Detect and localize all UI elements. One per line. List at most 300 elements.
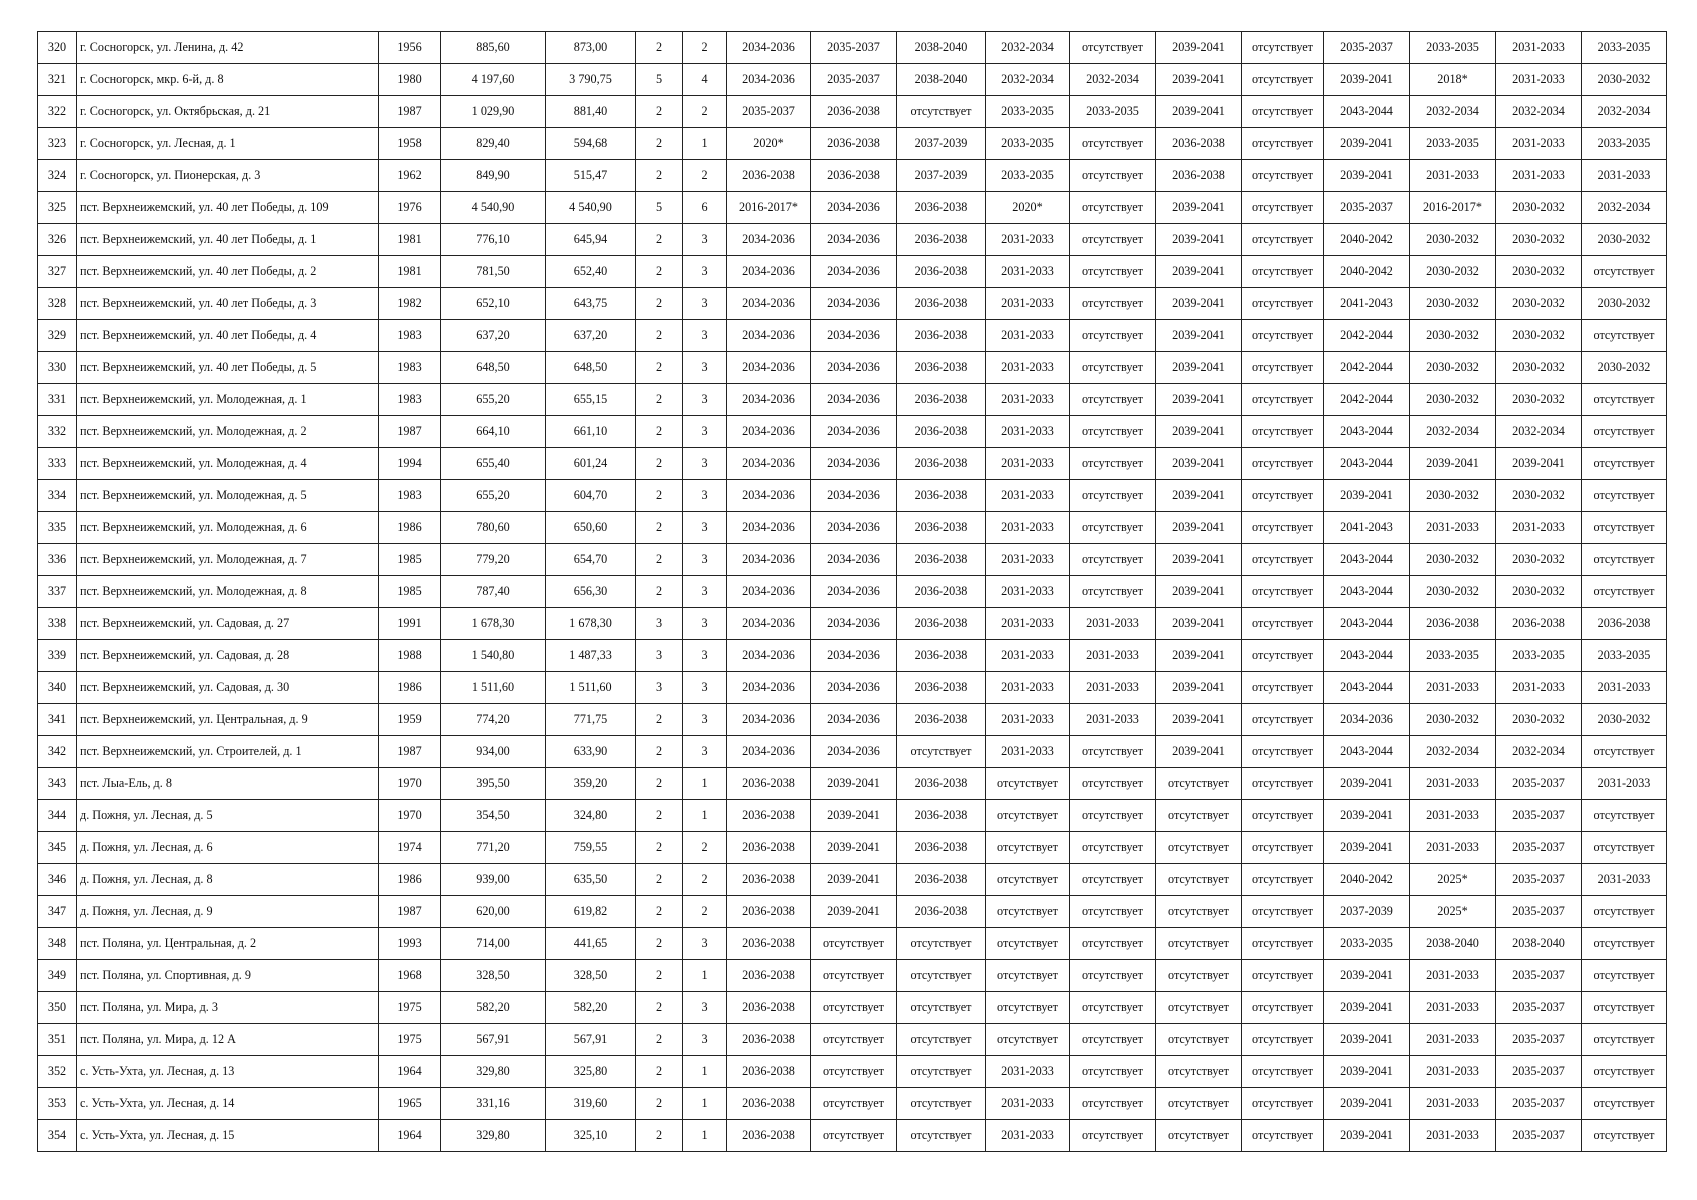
cell-floors: 2 [636, 736, 683, 768]
cell-row-number: 329 [38, 320, 77, 352]
cell-period-4: 2031-2033 [986, 1120, 1070, 1152]
cell-build-year: 1982 [379, 288, 441, 320]
cell-period-7: отсутствует [1242, 1120, 1324, 1152]
cell-period-11: 2033-2035 [1582, 128, 1667, 160]
cell-period-11: отсутствует [1582, 800, 1667, 832]
cell-build-year: 1983 [379, 352, 441, 384]
table-row [38, 1088, 1667, 1120]
cell-living-area: 881,40 [546, 96, 636, 128]
cell-period-8: 2039-2041 [1324, 800, 1410, 832]
cell-period-5: отсутствует [1070, 832, 1156, 864]
table-row [38, 480, 1667, 512]
cell-period-10: 2030-2032 [1496, 384, 1582, 416]
cell-build-year: 1985 [379, 576, 441, 608]
cell-period-9: 2030-2032 [1410, 704, 1496, 736]
cell-build-year: 1987 [379, 896, 441, 928]
cell-period-10: 2033-2035 [1496, 640, 1582, 672]
cell-period-7: отсутствует [1242, 1088, 1324, 1120]
cell-floors: 2 [636, 384, 683, 416]
table-row [38, 896, 1667, 928]
cell-living-area: 635,50 [546, 864, 636, 896]
cell-period-9: 2036-2038 [1410, 608, 1496, 640]
cell-address: г. Сосногорск, ул. Октябрьская, д. 21 [77, 96, 379, 128]
cell-period-7: отсутствует [1242, 704, 1324, 736]
cell-period-1: 2034-2036 [727, 416, 811, 448]
cell-address: пст. Поляна, ул. Спортивная, д. 9 [77, 960, 379, 992]
cell-period-5: отсутствует [1070, 800, 1156, 832]
cell-period-3: 2036-2038 [897, 320, 986, 352]
cell-period-8: 2043-2044 [1324, 736, 1410, 768]
cell-period-8: 2039-2041 [1324, 1056, 1410, 1088]
cell-period-7: отсутствует [1242, 416, 1324, 448]
cell-period-9: 2030-2032 [1410, 288, 1496, 320]
cell-period-11: отсутствует [1582, 384, 1667, 416]
cell-period-1: 2034-2036 [727, 640, 811, 672]
table-row [38, 704, 1667, 736]
cell-period-5: отсутствует [1070, 768, 1156, 800]
cell-period-9: 2031-2033 [1410, 800, 1496, 832]
cell-entrances: 2 [683, 896, 727, 928]
cell-total-area: 655,20 [441, 480, 546, 512]
cell-period-2: 2034-2036 [811, 448, 897, 480]
cell-period-1: 2016-2017* [727, 192, 811, 224]
cell-period-6: отсутствует [1156, 832, 1242, 864]
cell-period-4: отсутствует [986, 960, 1070, 992]
cell-row-number: 326 [38, 224, 77, 256]
cell-period-6: 2036-2038 [1156, 160, 1242, 192]
cell-build-year: 1986 [379, 672, 441, 704]
cell-period-2: 2036-2038 [811, 96, 897, 128]
cell-floors: 2 [636, 576, 683, 608]
cell-period-5: 2031-2033 [1070, 704, 1156, 736]
cell-build-year: 1981 [379, 256, 441, 288]
cell-period-11: 2030-2032 [1582, 704, 1667, 736]
cell-living-area: 661,10 [546, 416, 636, 448]
cell-entrances: 2 [683, 160, 727, 192]
cell-floors: 2 [636, 352, 683, 384]
cell-period-3: 2036-2038 [897, 480, 986, 512]
cell-total-area: 1 540,80 [441, 640, 546, 672]
cell-period-10: 2032-2034 [1496, 736, 1582, 768]
cell-living-area: 325,10 [546, 1120, 636, 1152]
cell-period-10: 2035-2037 [1496, 896, 1582, 928]
cell-entrances: 3 [683, 416, 727, 448]
cell-period-4: отсутствует [986, 896, 1070, 928]
cell-living-area: 324,80 [546, 800, 636, 832]
cell-address: д. Пожня, ул. Лесная, д. 8 [77, 864, 379, 896]
cell-period-3: 2036-2038 [897, 864, 986, 896]
cell-period-8: 2039-2041 [1324, 1024, 1410, 1056]
cell-row-number: 348 [38, 928, 77, 960]
table-row [38, 832, 1667, 864]
cell-period-9: 2030-2032 [1410, 576, 1496, 608]
cell-floors: 2 [636, 1024, 683, 1056]
cell-total-area: 655,40 [441, 448, 546, 480]
cell-total-area: 329,80 [441, 1056, 546, 1088]
cell-period-8: 2035-2037 [1324, 192, 1410, 224]
cell-period-6: 2039-2041 [1156, 256, 1242, 288]
cell-period-8: 2033-2035 [1324, 928, 1410, 960]
cell-period-2: 2034-2036 [811, 736, 897, 768]
cell-build-year: 1964 [379, 1120, 441, 1152]
cell-period-1: 2036-2038 [727, 864, 811, 896]
cell-floors: 2 [636, 224, 683, 256]
cell-build-year: 1983 [379, 384, 441, 416]
cell-address: пст. Верхнеижемский, ул. Молодежная, д. 7 [77, 544, 379, 576]
cell-build-year: 1975 [379, 992, 441, 1024]
cell-period-2: 2034-2036 [811, 512, 897, 544]
cell-entrances: 3 [683, 736, 727, 768]
cell-period-2: 2034-2036 [811, 416, 897, 448]
table-row [38, 992, 1667, 1024]
cell-floors: 2 [636, 768, 683, 800]
cell-period-3: 2036-2038 [897, 448, 986, 480]
cell-period-7: отсутствует [1242, 832, 1324, 864]
cell-period-7: отсутствует [1242, 928, 1324, 960]
cell-floors: 2 [636, 320, 683, 352]
cell-build-year: 1988 [379, 640, 441, 672]
cell-period-7: отсутствует [1242, 64, 1324, 96]
cell-period-11: отсутствует [1582, 512, 1667, 544]
cell-entrances: 3 [683, 512, 727, 544]
cell-period-2: 2034-2036 [811, 576, 897, 608]
cell-entrances: 3 [683, 704, 727, 736]
cell-entrances: 3 [683, 1024, 727, 1056]
cell-period-4: 2031-2033 [986, 352, 1070, 384]
cell-period-7: отсутствует [1242, 544, 1324, 576]
cell-period-7: отсутствует [1242, 384, 1324, 416]
cell-living-area: 594,68 [546, 128, 636, 160]
cell-period-3: 2036-2038 [897, 704, 986, 736]
cell-period-10: 2030-2032 [1496, 480, 1582, 512]
cell-living-area: 648,50 [546, 352, 636, 384]
cell-period-10: 2035-2037 [1496, 1056, 1582, 1088]
cell-period-10: 2035-2037 [1496, 864, 1582, 896]
cell-living-area: 319,60 [546, 1088, 636, 1120]
cell-row-number: 346 [38, 864, 77, 896]
cell-build-year: 1981 [379, 224, 441, 256]
cell-period-3: 2038-2040 [897, 32, 986, 64]
cell-address: пст. Верхнеижемский, ул. 40 лет Победы, д. 109 [77, 192, 379, 224]
cell-build-year: 1983 [379, 320, 441, 352]
cell-period-4: 2033-2035 [986, 128, 1070, 160]
cell-period-3: 2036-2038 [897, 896, 986, 928]
cell-period-8: 2034-2036 [1324, 704, 1410, 736]
cell-period-9: 2030-2032 [1410, 320, 1496, 352]
cell-period-2: 2034-2036 [811, 192, 897, 224]
cell-floors: 2 [636, 992, 683, 1024]
cell-entrances: 1 [683, 1120, 727, 1152]
cell-period-8: 2035-2037 [1324, 32, 1410, 64]
cell-period-8: 2042-2044 [1324, 320, 1410, 352]
cell-row-number: 320 [38, 32, 77, 64]
cell-total-area: 582,20 [441, 992, 546, 1024]
cell-total-area: 620,00 [441, 896, 546, 928]
cell-period-8: 2040-2042 [1324, 256, 1410, 288]
cell-period-4: 2031-2033 [986, 224, 1070, 256]
cell-period-3: 2036-2038 [897, 800, 986, 832]
cell-period-4: 2031-2033 [986, 256, 1070, 288]
cell-period-6: отсутствует [1156, 1024, 1242, 1056]
cell-period-1: 2036-2038 [727, 1056, 811, 1088]
cell-period-6: 2039-2041 [1156, 32, 1242, 64]
cell-total-area: 664,10 [441, 416, 546, 448]
cell-address: пст. Верхнеижемский, ул. Молодежная, д. 6 [77, 512, 379, 544]
cell-period-1: 2034-2036 [727, 64, 811, 96]
cell-period-7: отсутствует [1242, 96, 1324, 128]
cell-total-area: 780,60 [441, 512, 546, 544]
cell-period-4: 2031-2033 [986, 544, 1070, 576]
cell-period-5: отсутствует [1070, 224, 1156, 256]
table-row [38, 576, 1667, 608]
cell-period-9: 2025* [1410, 896, 1496, 928]
cell-period-5: отсутствует [1070, 1056, 1156, 1088]
cell-period-8: 2043-2044 [1324, 416, 1410, 448]
cell-period-6: отсутствует [1156, 864, 1242, 896]
cell-row-number: 349 [38, 960, 77, 992]
cell-period-8: 2039-2041 [1324, 768, 1410, 800]
cell-total-area: 939,00 [441, 864, 546, 896]
cell-period-6: отсутствует [1156, 1120, 1242, 1152]
cell-period-9: 2016-2017* [1410, 192, 1496, 224]
cell-period-4: 2031-2033 [986, 480, 1070, 512]
cell-period-8: 2043-2044 [1324, 608, 1410, 640]
cell-row-number: 342 [38, 736, 77, 768]
cell-period-1: 2036-2038 [727, 960, 811, 992]
cell-period-5: отсутствует [1070, 192, 1156, 224]
cell-total-area: 331,16 [441, 1088, 546, 1120]
cell-living-area: 1 511,60 [546, 672, 636, 704]
cell-period-7: отсутствует [1242, 192, 1324, 224]
cell-period-10: 2031-2033 [1496, 64, 1582, 96]
cell-floors: 3 [636, 640, 683, 672]
cell-row-number: 324 [38, 160, 77, 192]
cell-row-number: 334 [38, 480, 77, 512]
cell-period-7: отсутствует [1242, 32, 1324, 64]
cell-living-area: 656,30 [546, 576, 636, 608]
cell-floors: 2 [636, 256, 683, 288]
cell-period-1: 2036-2038 [727, 800, 811, 832]
cell-build-year: 1970 [379, 800, 441, 832]
cell-total-area: 849,90 [441, 160, 546, 192]
cell-entrances: 1 [683, 768, 727, 800]
cell-period-2: отсутствует [811, 1056, 897, 1088]
cell-living-area: 4 540,90 [546, 192, 636, 224]
table-row [38, 192, 1667, 224]
cell-period-9: 2033-2035 [1410, 128, 1496, 160]
cell-address: пст. Верхнеижемский, ул. 40 лет Победы, д. 2 [77, 256, 379, 288]
cell-period-2: 2039-2041 [811, 896, 897, 928]
cell-period-2: 2034-2036 [811, 320, 897, 352]
cell-period-2: отсутствует [811, 928, 897, 960]
cell-period-4: 2031-2033 [986, 288, 1070, 320]
table-body [38, 32, 1667, 1152]
cell-period-5: отсутствует [1070, 128, 1156, 160]
cell-address: г. Сосногорск, ул. Пионерская, д. 3 [77, 160, 379, 192]
cell-address: пст. Верхнеижемский, ул. Строителей, д. 1 [77, 736, 379, 768]
cell-period-3: отсутствует [897, 1120, 986, 1152]
cell-build-year: 1959 [379, 704, 441, 736]
cell-period-11: 2033-2035 [1582, 32, 1667, 64]
cell-address: г. Сосногорск, мкр. 6-й, д. 8 [77, 64, 379, 96]
cell-address: с. Усть-Ухта, ул. Лесная, д. 14 [77, 1088, 379, 1120]
table-row [38, 1056, 1667, 1088]
cell-period-8: 2039-2041 [1324, 128, 1410, 160]
cell-period-6: отсутствует [1156, 1088, 1242, 1120]
cell-period-3: 2036-2038 [897, 192, 986, 224]
cell-period-9: 2033-2035 [1410, 640, 1496, 672]
cell-total-area: 652,10 [441, 288, 546, 320]
cell-period-9: 2030-2032 [1410, 384, 1496, 416]
cell-entrances: 3 [683, 576, 727, 608]
cell-floors: 2 [636, 160, 683, 192]
cell-period-2: 2035-2037 [811, 32, 897, 64]
cell-period-11: 2033-2035 [1582, 640, 1667, 672]
cell-period-8: 2043-2044 [1324, 96, 1410, 128]
cell-period-11: отсутствует [1582, 1088, 1667, 1120]
cell-period-11: 2031-2033 [1582, 160, 1667, 192]
cell-period-4: отсутствует [986, 768, 1070, 800]
cell-period-8: 2039-2041 [1324, 64, 1410, 96]
cell-period-8: 2040-2042 [1324, 864, 1410, 896]
cell-period-11: отсутствует [1582, 832, 1667, 864]
cell-period-3: 2036-2038 [897, 352, 986, 384]
cell-period-4: 2033-2035 [986, 160, 1070, 192]
cell-period-4: 2031-2033 [986, 576, 1070, 608]
cell-build-year: 1970 [379, 768, 441, 800]
cell-period-2: 2034-2036 [811, 256, 897, 288]
cell-period-4: 2031-2033 [986, 384, 1070, 416]
cell-floors: 2 [636, 1056, 683, 1088]
cell-build-year: 1987 [379, 416, 441, 448]
cell-entrances: 3 [683, 480, 727, 512]
cell-row-number: 337 [38, 576, 77, 608]
table-row [38, 608, 1667, 640]
cell-build-year: 1956 [379, 32, 441, 64]
cell-period-11: 2032-2034 [1582, 96, 1667, 128]
cell-period-4: 2031-2033 [986, 704, 1070, 736]
cell-period-10: 2030-2032 [1496, 704, 1582, 736]
cell-period-2: 2034-2036 [811, 352, 897, 384]
cell-period-7: отсутствует [1242, 224, 1324, 256]
table-row [38, 288, 1667, 320]
cell-entrances: 3 [683, 224, 727, 256]
cell-period-11: 2031-2033 [1582, 864, 1667, 896]
cell-period-9: 2031-2033 [1410, 1056, 1496, 1088]
cell-total-area: 4 197,60 [441, 64, 546, 96]
cell-period-10: 2035-2037 [1496, 1120, 1582, 1152]
cell-period-6: 2036-2038 [1156, 128, 1242, 160]
cell-period-3: отсутствует [897, 736, 986, 768]
cell-living-area: 759,55 [546, 832, 636, 864]
table-row [38, 416, 1667, 448]
cell-period-5: отсутствует [1070, 160, 1156, 192]
cell-period-6: 2039-2041 [1156, 352, 1242, 384]
cell-period-2: 2034-2036 [811, 384, 897, 416]
cell-period-9: 2025* [1410, 864, 1496, 896]
cell-period-6: 2039-2041 [1156, 96, 1242, 128]
cell-period-7: отсутствует [1242, 576, 1324, 608]
cell-period-8: 2039-2041 [1324, 1120, 1410, 1152]
cell-period-9: 2031-2033 [1410, 672, 1496, 704]
cell-total-area: 354,50 [441, 800, 546, 832]
cell-living-area: 604,70 [546, 480, 636, 512]
cell-period-5: отсутствует [1070, 576, 1156, 608]
cell-period-11: отсутствует [1582, 1120, 1667, 1152]
cell-floors: 2 [636, 544, 683, 576]
cell-period-3: 2036-2038 [897, 608, 986, 640]
cell-period-6: отсутствует [1156, 896, 1242, 928]
cell-build-year: 1993 [379, 928, 441, 960]
cell-entrances: 3 [683, 448, 727, 480]
cell-period-1: 2034-2036 [727, 32, 811, 64]
cell-build-year: 1975 [379, 1024, 441, 1056]
table-row [38, 352, 1667, 384]
cell-period-9: 2038-2040 [1410, 928, 1496, 960]
cell-entrances: 1 [683, 128, 727, 160]
cell-floors: 3 [636, 672, 683, 704]
cell-period-1: 2034-2036 [727, 544, 811, 576]
cell-period-10: 2032-2034 [1496, 416, 1582, 448]
cell-period-4: отсутствует [986, 800, 1070, 832]
cell-entrances: 1 [683, 800, 727, 832]
cell-period-3: отсутствует [897, 960, 986, 992]
cell-period-5: отсутствует [1070, 960, 1156, 992]
cell-period-10: 2035-2037 [1496, 960, 1582, 992]
cell-build-year: 1958 [379, 128, 441, 160]
cell-period-7: отсутствует [1242, 160, 1324, 192]
cell-entrances: 3 [683, 992, 727, 1024]
cell-living-area: 643,75 [546, 288, 636, 320]
cell-period-2: 2039-2041 [811, 864, 897, 896]
cell-period-9: 2030-2032 [1410, 224, 1496, 256]
cell-living-area: 1 678,30 [546, 608, 636, 640]
cell-floors: 2 [636, 128, 683, 160]
cell-period-4: 2020* [986, 192, 1070, 224]
cell-floors: 2 [636, 512, 683, 544]
cell-living-area: 515,47 [546, 160, 636, 192]
cell-row-number: 323 [38, 128, 77, 160]
cell-address: д. Пожня, ул. Лесная, д. 6 [77, 832, 379, 864]
cell-period-1: 2034-2036 [727, 608, 811, 640]
cell-period-11: отсутствует [1582, 992, 1667, 1024]
cell-period-2: 2034-2036 [811, 672, 897, 704]
cell-period-10: 2039-2041 [1496, 448, 1582, 480]
cell-period-9: 2031-2033 [1410, 1120, 1496, 1152]
cell-address: пст. Верхнеижемский, ул. 40 лет Победы, д. 1 [77, 224, 379, 256]
cell-period-5: отсутствует [1070, 736, 1156, 768]
table-row [38, 160, 1667, 192]
cell-period-11: отсутствует [1582, 256, 1667, 288]
cell-address: пст. Верхнеижемский, ул. Центральная, д. 9 [77, 704, 379, 736]
cell-period-11: 2030-2032 [1582, 64, 1667, 96]
cell-period-4: 2031-2033 [986, 512, 1070, 544]
cell-period-8: 2040-2042 [1324, 224, 1410, 256]
cell-period-7: отсутствует [1242, 320, 1324, 352]
cell-period-11: отсутствует [1582, 896, 1667, 928]
cell-period-5: отсутствует [1070, 480, 1156, 512]
cell-period-6: 2039-2041 [1156, 320, 1242, 352]
cell-period-8: 2042-2044 [1324, 384, 1410, 416]
cell-period-9: 2031-2033 [1410, 1024, 1496, 1056]
cell-period-7: отсутствует [1242, 288, 1324, 320]
cell-period-5: отсутствует [1070, 864, 1156, 896]
cell-period-10: 2030-2032 [1496, 192, 1582, 224]
cell-period-6: 2039-2041 [1156, 704, 1242, 736]
cell-total-area: 774,20 [441, 704, 546, 736]
cell-floors: 5 [636, 192, 683, 224]
cell-period-1: 2034-2036 [727, 320, 811, 352]
